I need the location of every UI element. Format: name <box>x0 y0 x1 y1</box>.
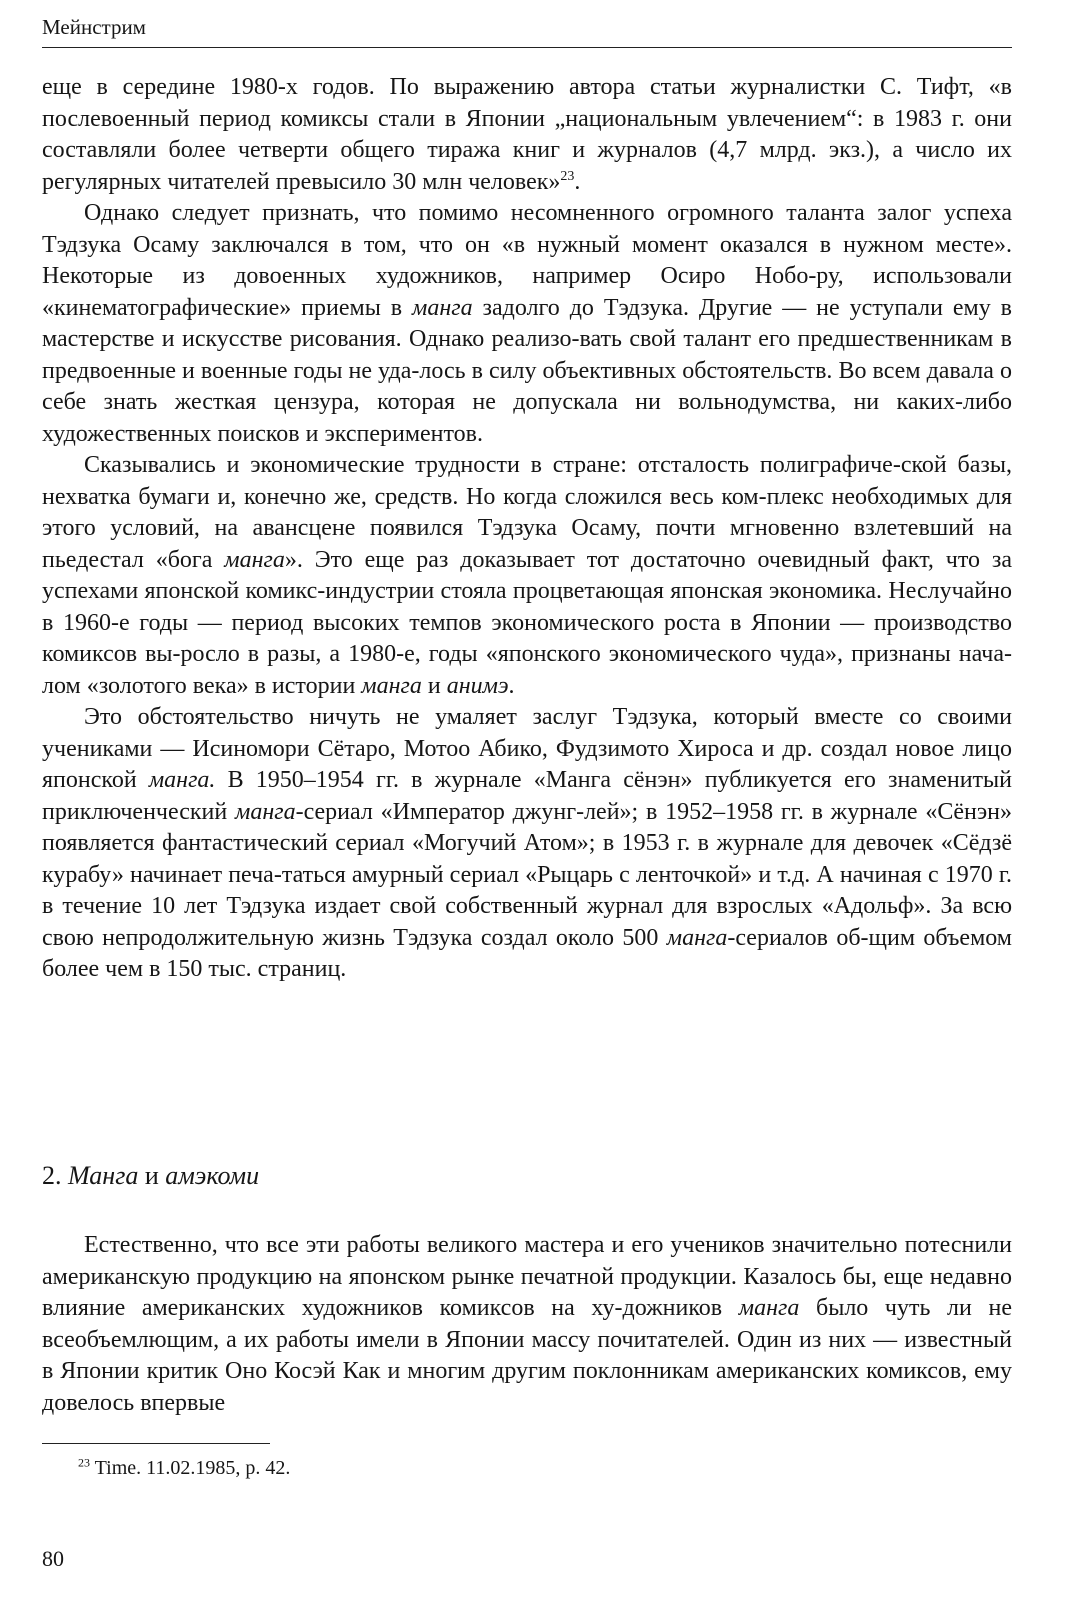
italic-term: манга <box>666 924 728 951</box>
footnote-text: Time. 11.02.1985, p. 42. <box>90 1457 291 1479</box>
text-run: и <box>421 672 447 699</box>
section-title-part1: Манга <box>68 1161 139 1190</box>
header-rule <box>42 47 1012 48</box>
page-number: 80 <box>42 1546 64 1571</box>
text-run: . <box>508 672 515 699</box>
text-run: -сериалов об-щим объемом более чем в 150 тыс. страниц. <box>42 924 1012 982</box>
footnote <box>78 1455 290 1481</box>
main-text <box>42 72 1012 986</box>
section-title-part2: амэкоми <box>165 1161 260 1190</box>
italic-term: анимэ <box>446 672 509 699</box>
italic-term: манга <box>224 546 285 573</box>
text-run: еще в середине 1980-х годов. По выражению автора статьи журналистки С. Тифт, «в послевоенный период комиксы стали в Японии „национальным увлечением“: в 1983 г. они составляли более четверти общего тиража книг и журналов (4,7 млрд. экз.), а число их регулярных читателей превысило 30 млн человек» <box>42 74 1012 195</box>
text-run: Однако следует признать, что помимо несомненного огромного таланта залог успеха Тэдзука Осаму заключался в том, что он «в нужный момент оказался в нужном месте». Некоторые из довоенных художников, например Осиро Нобо-ру, использовали «кинематографические» приемы в <box>42 200 1012 321</box>
text-run: В 1950–1954 гг. в журнале «Манга сёнэн» публикуется его знаменитый приключенческий <box>42 767 1012 825</box>
section-paragraph <box>42 1230 1012 1419</box>
text-run: задолго до Тэдзука. Другие — не уступали ему в мастерстве и искусстве рисования. Однако реализо-вать свой талант его предшественникам в предвоенные и военные годы не уда-лось в силу объективных обстоятельств. Во всем давала о себе знать жесткая цензура, которая не допускала ни вольнодумства, ни каких-либо художественных поисков и экспериментов. <box>42 294 1012 447</box>
text-run: Это обстоятельство ничуть не умаляет заслуг Тэдзука, который вместе со своими учениками — Исиномори Сётаро, Мотоо Абико, Фудзимото Хироса и др. создал новое лицо японской <box>42 704 1012 793</box>
italic-term: манга <box>235 798 296 825</box>
section-text <box>42 1230 1012 1419</box>
running-head: Мейнстрим <box>42 15 146 39</box>
text-run: Естественно, что все эти работы великого мастера и его учеников значительно потеснили американскую продукцию на японском рынке печатной продукции. Казалось бы, еще недавно влияние американских художников комиксов на ху-дожников <box>42 1232 1012 1321</box>
text-run: -сериал «Император джунг-лей»; в 1952–1958 гг. в журнале «Сёнэн» появляется фантастический сериал «Могучий Атом»; в 1953 г. в журнале для девочек «Сёдзё курабу» начинает печа-таться амурный сериал «Рыцарь с ленточкой» и т.д. А начиная с 1970 г. в течение 10 лет Тэдзука издает свой собственный журнал для взрослых «Адольф». За всю свою непродолжительную жизнь Тэдзука создал около 500 <box>42 798 1012 951</box>
footnote-ref: 23 <box>560 168 575 184</box>
section-number: 2. <box>42 1161 62 1190</box>
italic-term: манга <box>412 294 473 321</box>
footnote-rule <box>42 1443 270 1444</box>
section-title-conj: и <box>144 1161 159 1190</box>
text-run: Сказывались и экономические трудности в стране: отсталость полиграфиче-ской базы, нехватка бумаги и, конечно же, средств. Но когда сложился весь ком-плекс необходимых для этого условий, на авансцене появился Тэдзука Осаму, почти мгновенно взлетевший на пьедестал «бога <box>42 452 1012 573</box>
text-run: . <box>574 168 581 195</box>
paragraph <box>42 198 1012 450</box>
paragraph <box>42 450 1012 702</box>
section-heading <box>42 1160 259 1192</box>
text-run: ». Это еще раз доказывает тот достаточно очевидный факт, что за успехами японской комикс-индустрии стояла процветающая японская экономика. Неслучайно в 1960-е годы — период высоких темпов экономического роста в Японии — производство комиксов вы-росло в разы, а 1980-е, годы «японского экономического чуда», признаны нача-лом «золотого века» в истории <box>42 546 1012 699</box>
paragraph <box>42 72 1012 198</box>
text-run: было чуть ли не всеобъемлющим, а их работы имели в Японии массу почитателей. Один из них — известный в Японии критик Оно Косэй Как и многим другим поклонникам американских комиксов, ему довелось впервые <box>42 1295 1012 1416</box>
italic-term: манга. <box>148 767 216 793</box>
paragraph <box>42 702 1012 986</box>
italic-term: манга <box>738 1295 800 1321</box>
italic-term: манга <box>361 672 422 699</box>
footnote-number: 23 <box>78 1455 90 1470</box>
